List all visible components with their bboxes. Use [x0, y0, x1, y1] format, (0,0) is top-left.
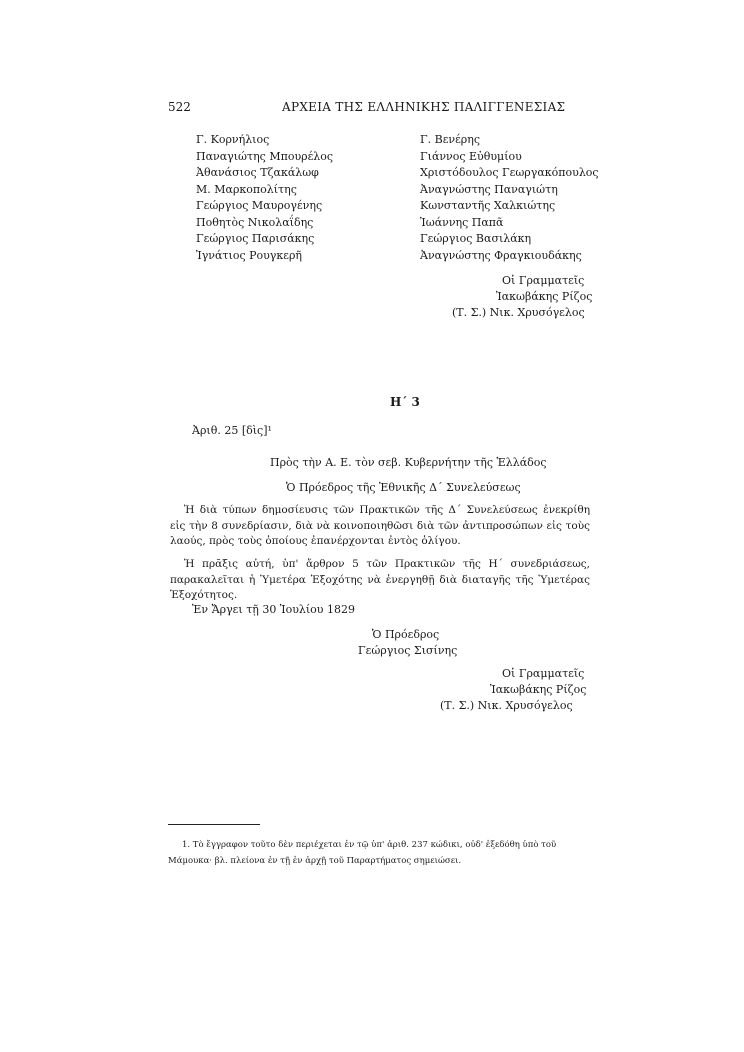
secretaries-signature-2	[440, 666, 587, 714]
body-paragraph: Ἡ διὰ τύπων δημοσίευσις τῶν Πρακτικῶν τῆς Δ΄ Συνελεύσεως ἐνεκρίθη εἰς τὴν 8 συνεδρίασιν, διὰ νὰ κοινοποιηθῶσι διὰ τῶν ἀντιπροσώπων εἰς τοὺς λαούς, πρὸς τοὺς ὁποίους ἐπανέρχονται ἐντὸς ὀλίγου.	[170, 504, 590, 547]
name-entry: Ἀθανάσιος Τζακάλωφ	[196, 166, 319, 179]
president-signature	[358, 627, 457, 659]
name-entry: Μ. Μαρκοπολίτης	[196, 182, 297, 196]
secretaries-title: Οἱ Γραμματεῖς	[502, 274, 585, 287]
date-line: Ἐν Ἄργει τῇ 30 Ἰουλίου 1829	[192, 603, 355, 616]
name-entry: Ποθητὸς Νικολαΐδης	[196, 215, 314, 229]
name-entry: Γιάννος Εὐθυμίου	[420, 149, 522, 163]
president-title: Ὁ Πρόεδρος	[372, 628, 440, 641]
footnote-rule	[168, 824, 260, 825]
name-entry: Ἰγνάτιος Ρουγκερῆ	[196, 248, 303, 262]
name-entry: Ἰωάννης Παπᾶ	[420, 215, 504, 229]
names-right-column	[420, 132, 599, 264]
name-entry: Ἀναγνώστης Φραγκιουδάκης	[420, 248, 582, 262]
name-entry: Παναγιώτης Μπουρέλος	[196, 149, 334, 163]
secretaries-signature-1	[452, 273, 593, 321]
name-entry: Γ. Βενέρης	[420, 133, 481, 146]
page-number: 522	[168, 100, 191, 114]
name-entry: Χριστόδουλος Γεωργακόπουλος	[420, 166, 599, 179]
section-heading: Η΄ 3	[390, 395, 420, 409]
name-entry: Γεώργιος Παρισάκης	[196, 232, 315, 245]
running-title: ΑΡΧΕΙΑ ΤΗΣ ΕΛΛΗΝΙΚΗΣ ΠΑΛΙΓΓΕΝΕΣΙΑΣ	[282, 100, 566, 114]
body-paragraph: Ἡ πρᾶξις αὐτή, ὑπ' ἄρθρον 5 τῶν Πρακτικῶν τῆς Η΄ συνεδριάσεως, παρακαλεῖται ἡ Ὑμετέρα Ἐξοχότης νὰ ἐνεργηθῇ διὰ διαταγῆς τῆς Ὑμετέρας Ἐξοχότητος.	[170, 558, 590, 601]
president-name: Γεώργιος Σισίνης	[358, 644, 458, 657]
names-left-column	[196, 132, 333, 264]
secretaries-title: Οἱ Γραμματεῖς	[502, 667, 585, 680]
name-entry: Γεώργιος Μαυρογένης	[196, 199, 323, 212]
secretary-name: Ἰακωβάκης Ρίζος	[496, 290, 593, 303]
name-entry: Ἀναγνώστης Παναγιώτη	[420, 182, 558, 196]
addressee-line: Πρὸς τὴν Α. Ε. τὸν σεβ. Κυβερνήτην τῆς Ἑλλάδος	[270, 456, 547, 469]
document-number: Ἀριθ. 25 [δὶς]¹	[192, 424, 272, 437]
name-entry: Γ. Κορνήλιος	[196, 133, 270, 146]
secretary-name: Ἰακωβάκης Ρίζος	[490, 683, 587, 696]
name-entry: Κωνσταντῆς Χαλκιώτης	[420, 199, 556, 212]
secretary-name: (Τ. Σ.) Νικ. Χρυσόγελος	[452, 306, 585, 319]
name-entry: Γεώργιος Βασιλάκη	[420, 232, 532, 245]
footnote: 1. Τὸ ἔγγραφον τοῦτο δὲν περιέχεται ἐν τῷ ὑπ' ἀριθ. 237 κώδικι, οὐδ' ἐξεδόθη ὑπὸ τοῦ Μάμουκα· βλ. πλείονα ἐν τῇ ἐν ἀρχῇ τοῦ Παραρτήματος σημειώσει.	[168, 840, 557, 866]
sender-line: Ὁ Πρόεδρος τῆς Ἐθνικῆς Δ΄ Συνελεύσεως	[286, 481, 521, 494]
secretary-name: (Τ. Σ.) Νικ. Χρυσόγελος	[440, 699, 573, 712]
